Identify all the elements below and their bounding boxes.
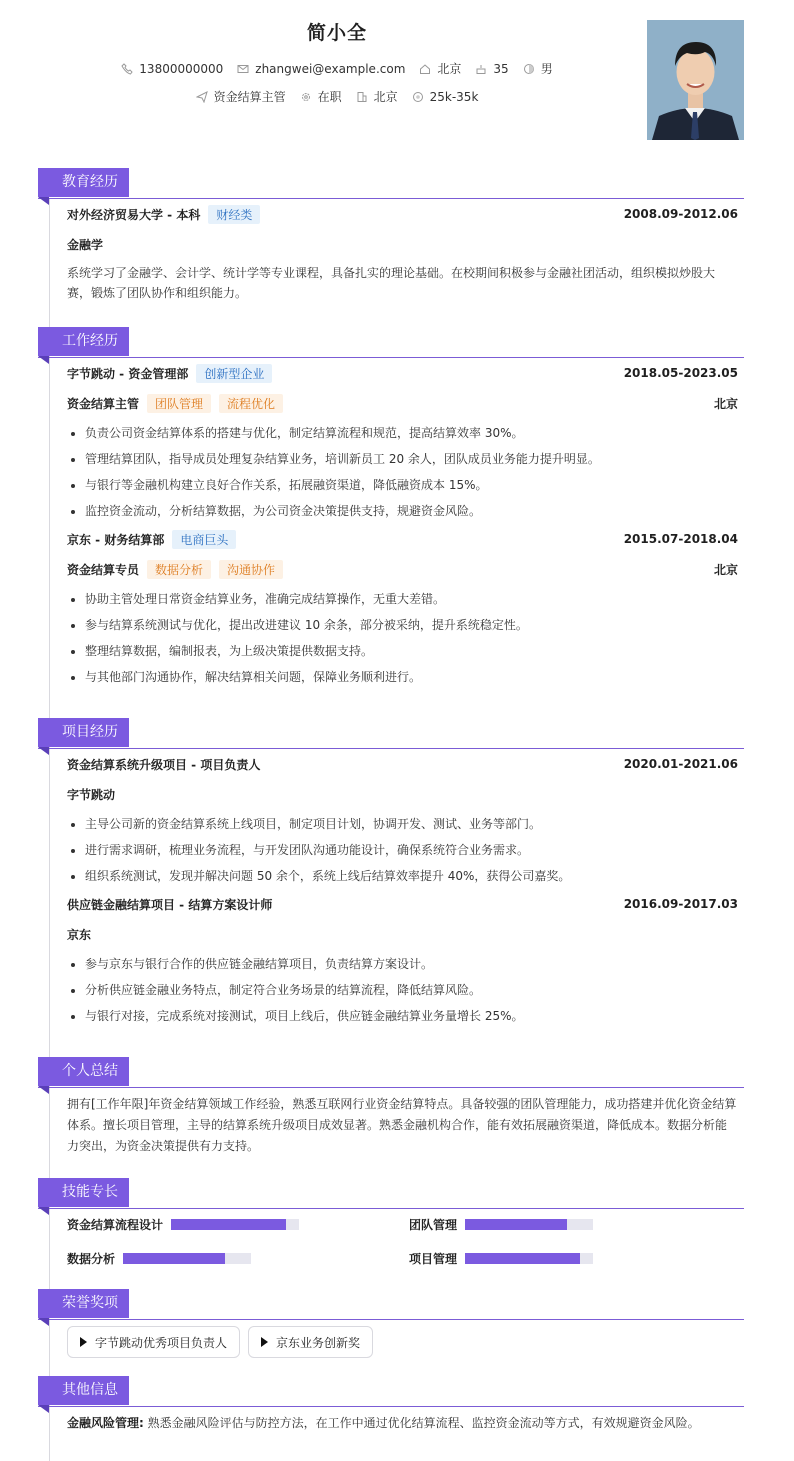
list-item: • 参与京东与银行合作的供应链金融结算项目，负责结算方案设计。 bbox=[85, 951, 738, 977]
job-role: 资金结算主管 bbox=[67, 396, 140, 411]
section-notch bbox=[38, 1086, 49, 1094]
summary-text: 拥有[工作年限]年资金结算领域工作经验，熟悉互联网行业资金结算特点。具备较强的团队管理能力，成功搭建并优化资金结算体系。擅长项目管理，主导的结算系统升级项目成效显著。熟悉金融机构合作，能有效拓展融资渠道，降低成本。数据分析能力突出，为资金决策提供有力支持。 bbox=[67, 1097, 737, 1153]
award-label: 京东业务创新奖 bbox=[276, 1335, 361, 1350]
other-header bbox=[38, 1376, 744, 1407]
honors-section bbox=[38, 1289, 744, 1358]
job-role-row bbox=[67, 554, 738, 584]
list-item: • 管理结算团队，指导成员处理复杂结算业务，培训新员工 20 余人，团队成员业务能力提升明显。 bbox=[85, 446, 738, 472]
cake-icon bbox=[475, 63, 487, 75]
job-bullets bbox=[67, 584, 738, 690]
other-text: 熟悉金融风险评估与防控方法，在工作中通过优化结算流程、监控资金流动等方式，有效规避资金风险。 bbox=[147, 1416, 700, 1430]
project-org: 京东 bbox=[67, 927, 92, 942]
status-item bbox=[300, 88, 342, 105]
section-notch bbox=[38, 356, 49, 364]
gender-icon bbox=[523, 63, 535, 75]
skills-header bbox=[38, 1178, 744, 1209]
job-date: 2018.05-2023.05 bbox=[623, 366, 738, 380]
company-tag: 创新型企业 bbox=[196, 364, 272, 383]
coin-icon bbox=[412, 91, 424, 103]
job-city: 北京 bbox=[713, 562, 738, 577]
job-date: 2015.07-2018.04 bbox=[623, 532, 738, 546]
section-title: 教育经历 bbox=[38, 168, 129, 197]
job-company-row bbox=[67, 524, 738, 554]
awards-list bbox=[67, 1320, 738, 1358]
project-date: 2020.01-2021.06 bbox=[623, 757, 738, 771]
list-item: • 分析供应链金融业务特点，制定符合业务场景的结算流程，降低结算风险。 bbox=[85, 977, 738, 1003]
other-info bbox=[67, 1407, 738, 1433]
school-tag: 财经类 bbox=[208, 205, 260, 224]
education-row bbox=[67, 199, 738, 229]
section-notch bbox=[38, 1207, 49, 1215]
skill-name: 项目管理 bbox=[409, 1251, 458, 1266]
skill-item bbox=[67, 1247, 409, 1269]
candidate-name: 简小全 bbox=[306, 22, 367, 44]
list-item: • 与银行等金融机构建立良好合作关系，拓展融资渠道，降低融资成本 15%。 bbox=[85, 472, 738, 498]
building-icon bbox=[356, 91, 368, 103]
project-org: 字节跳动 bbox=[67, 787, 116, 802]
company-name: 字节跳动 - 资金管理部 bbox=[67, 366, 189, 381]
section-title: 其他信息 bbox=[38, 1376, 129, 1405]
list-item: • 监控资金流动，分析结算数据，为公司资金决策提供支持，规避资金风险。 bbox=[85, 498, 738, 524]
skill-item bbox=[409, 1213, 739, 1235]
skill-bar-fill bbox=[123, 1253, 225, 1264]
skill-bar-fill bbox=[465, 1253, 580, 1264]
skill-name: 团队管理 bbox=[409, 1217, 458, 1232]
summary-section bbox=[38, 1057, 744, 1157]
education-date: 2008.09-2012.06 bbox=[623, 207, 738, 221]
play-icon bbox=[261, 1337, 268, 1347]
project-date: 2016.09-2017.03 bbox=[623, 897, 738, 911]
phone-icon bbox=[121, 63, 133, 75]
company-name: 京东 - 财务结算部 bbox=[67, 532, 165, 547]
award-item bbox=[67, 1326, 240, 1358]
skill-bar-fill bbox=[465, 1219, 567, 1230]
age-text: 35 bbox=[493, 61, 509, 76]
award-item bbox=[248, 1326, 373, 1358]
section-notch bbox=[38, 1318, 49, 1326]
section-title: 项目经历 bbox=[38, 718, 129, 747]
list-item: • 与银行对接，完成系统对接测试，项目上线后，供应链金融结算业务量增长 25%。 bbox=[85, 1003, 738, 1029]
list-item: • 进行需求调研，梳理业务流程，与开发团队沟通功能设计，确保系统符合业务需求。 bbox=[85, 837, 738, 863]
gear-icon bbox=[300, 91, 312, 103]
section-title: 荣誉奖项 bbox=[38, 1289, 129, 1318]
skills-section bbox=[38, 1178, 744, 1269]
mail-icon bbox=[237, 63, 249, 75]
play-icon bbox=[80, 1337, 87, 1347]
job-intent-row bbox=[0, 88, 674, 105]
home-icon bbox=[419, 63, 431, 75]
education-desc: 系统学习了金融学、会计学、统计学等专业课程，具备扎实的理论基础。在校期间积极参与金融社团活动，组织模拟炒股大赛，锻炼了团队协作和组织能力。 bbox=[67, 266, 716, 300]
section-notch bbox=[38, 1405, 49, 1413]
city-text: 北京 bbox=[437, 62, 462, 76]
skill-bar-fill bbox=[171, 1219, 286, 1230]
list-item: • 参与结算系统测试与优化，提出改进建议 10 余条，部分被采纳，提升系统稳定性。 bbox=[85, 612, 738, 638]
section-title: 个人总结 bbox=[38, 1057, 129, 1086]
role-tag: 沟通协作 bbox=[219, 560, 283, 579]
salary-item bbox=[412, 90, 479, 104]
school-name: 对外经济贸易大学 - 本科 bbox=[67, 207, 201, 222]
salary-text: 25k-35k bbox=[429, 89, 479, 104]
job-role: 资金结算专员 bbox=[67, 562, 140, 577]
project-name: 资金结算系统升级项目 - 项目负责人 bbox=[67, 757, 261, 772]
target-city-item bbox=[356, 88, 398, 105]
other-label: 金融风险管理: bbox=[67, 1416, 144, 1430]
work-section bbox=[38, 327, 744, 690]
honors-header bbox=[38, 1289, 744, 1320]
list-item: • 主导公司新的资金结算系统上线项目，制定项目计划，协调开发、测试、业务等部门。 bbox=[85, 811, 738, 837]
skill-name: 数据分析 bbox=[67, 1251, 116, 1266]
section-notch bbox=[38, 197, 49, 205]
job-bullets bbox=[67, 418, 738, 524]
contact-row bbox=[0, 60, 674, 77]
job-company-row bbox=[67, 358, 738, 388]
list-item: • 组织系统测试，发现并解决问题 50 余个，系统上线后结算效率提升 40%，获得公司嘉奖。 bbox=[85, 863, 738, 889]
section-notch bbox=[38, 747, 49, 755]
education-section bbox=[38, 168, 744, 303]
project-org-row bbox=[67, 779, 738, 809]
role-tag: 团队管理 bbox=[147, 394, 211, 413]
gender-item bbox=[523, 60, 553, 77]
skill-bar bbox=[465, 1253, 593, 1264]
phone-item bbox=[121, 62, 223, 76]
skill-bar bbox=[171, 1219, 299, 1230]
skill-name: 资金结算流程设计 bbox=[67, 1217, 164, 1232]
job-role-row bbox=[67, 388, 738, 418]
send-icon bbox=[196, 91, 208, 103]
resume-header bbox=[0, 0, 794, 150]
skills-grid bbox=[67, 1209, 738, 1269]
project-bullets bbox=[67, 949, 738, 1029]
skill-bar bbox=[465, 1219, 593, 1230]
projects-section bbox=[38, 718, 744, 1029]
work-header bbox=[38, 327, 744, 358]
status-text: 在职 bbox=[317, 90, 342, 104]
project-row bbox=[67, 749, 738, 779]
section-title: 技能专长 bbox=[38, 1178, 129, 1207]
gender-text: 男 bbox=[540, 62, 553, 76]
list-item: • 协助主管处理日常资金结算业务，准确完成结算操作，无重大差错。 bbox=[85, 586, 738, 612]
target-city-text: 北京 bbox=[373, 90, 398, 104]
project-bullets bbox=[67, 809, 738, 889]
email-text: zhangwei@example.com bbox=[255, 61, 406, 76]
summary-header bbox=[38, 1057, 744, 1088]
major-name: 金融学 bbox=[67, 237, 104, 252]
list-item: • 整理结算数据，编制报表，为上级决策提供数据支持。 bbox=[85, 638, 738, 664]
job-city: 北京 bbox=[713, 396, 738, 411]
role-tag: 数据分析 bbox=[147, 560, 211, 579]
education-header bbox=[38, 168, 744, 199]
projects-header bbox=[38, 718, 744, 749]
project-org-row bbox=[67, 919, 738, 949]
project-row bbox=[67, 889, 738, 919]
skill-bar bbox=[123, 1253, 251, 1264]
email-item bbox=[237, 62, 405, 76]
other-section bbox=[38, 1376, 744, 1433]
project-name: 供应链金融结算项目 - 结算方案设计师 bbox=[67, 897, 273, 912]
avatar bbox=[647, 20, 744, 140]
phone-text: 13800000000 bbox=[139, 61, 224, 76]
list-item: • 与其他部门沟通协作，解决结算相关问题，保障业务顺利进行。 bbox=[85, 664, 738, 690]
company-tag: 电商巨头 bbox=[172, 530, 236, 549]
skill-item bbox=[409, 1247, 739, 1269]
target-job-item bbox=[196, 88, 286, 105]
city-item bbox=[419, 60, 461, 77]
age-item bbox=[475, 62, 508, 76]
target-job-text: 资金结算主管 bbox=[213, 90, 286, 104]
section-title: 工作经历 bbox=[38, 327, 129, 356]
list-item: • 负责公司资金结算体系的搭建与优化，制定结算流程和规范，提高结算效率 30%。 bbox=[85, 420, 738, 446]
skill-item bbox=[67, 1213, 409, 1235]
award-label: 字节跳动优秀项目负责人 bbox=[95, 1335, 228, 1350]
major-row bbox=[67, 229, 738, 259]
role-tag: 流程优化 bbox=[219, 394, 283, 413]
